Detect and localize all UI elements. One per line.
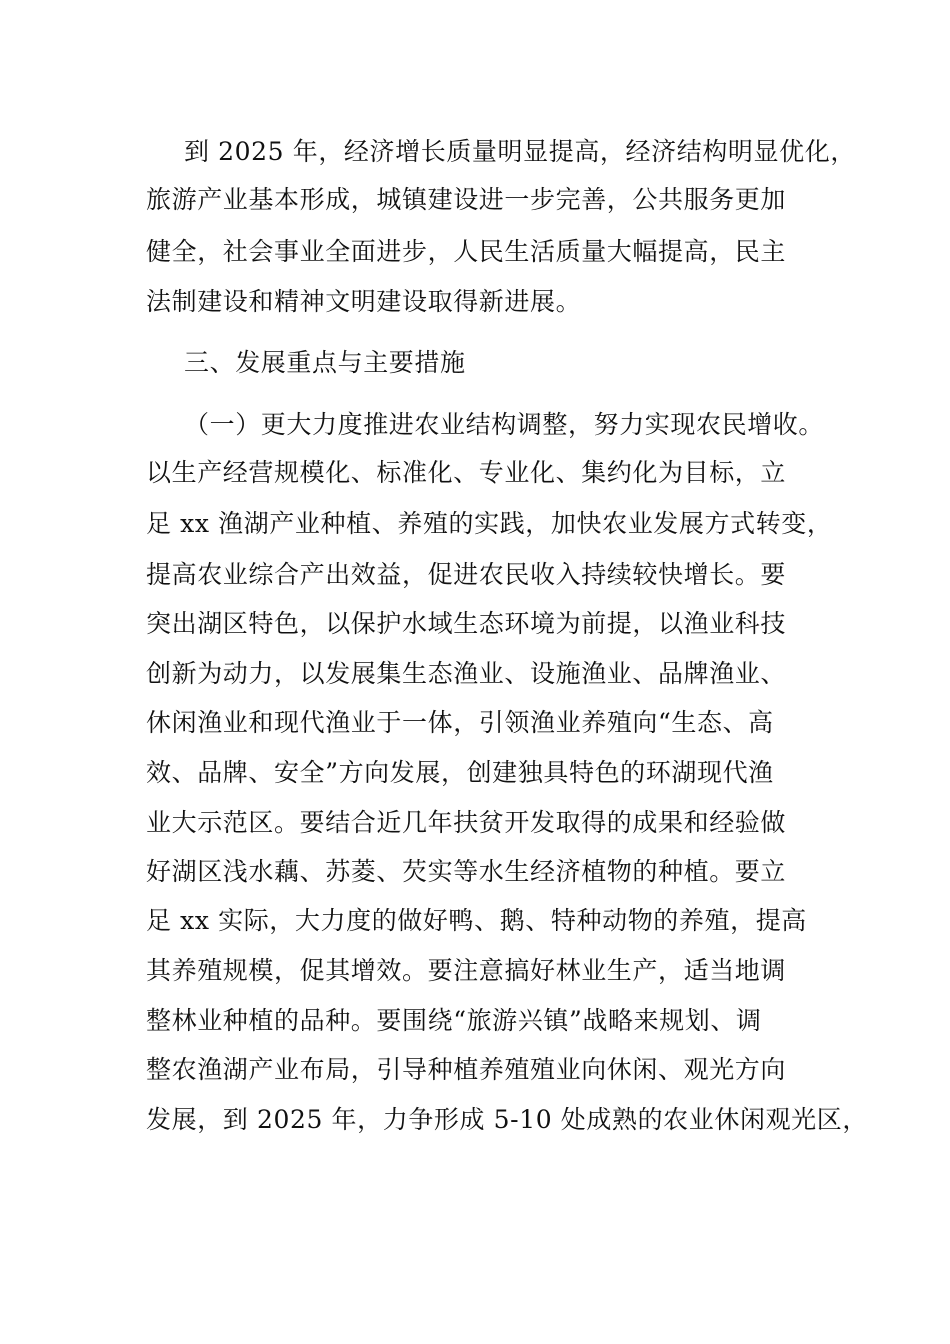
measure-line-13: 整林业种植的品种。要围绕“旅游兴镇”战略来规划、调 — [146, 1006, 762, 1035]
measure-line-7: 休闲渔业和现代渔业于一体，引领渔业养殖向“生态、高 — [146, 708, 774, 737]
paragraph-goal-line-1: 到 2025 年，经济增长质量明显提高，经济结构明显优化， — [184, 137, 856, 166]
measure-line-15: 发展，到 2025 年，力争形成 5-10 处成熟的农业休闲观光区， — [146, 1105, 868, 1134]
measure-line-3: 足 xx 渔湖产业种植、养殖的实践，加快农业发展方式转变， — [146, 509, 833, 538]
section-heading: 三、发展重点与主要措施 — [184, 348, 466, 377]
measure-line-1: （一）更大力度推进农业结构调整，努力实现农民增收。 — [184, 410, 825, 439]
measure-line-9: 业大示范区。要结合近几年扶贫开发取得的成果和经验做 — [146, 808, 787, 837]
measure-line-4: 提高农业综合产出效益，促进农民收入持续较快增长。要 — [146, 560, 787, 589]
paragraph-goal-line-2: 旅游产业基本形成，城镇建设进一步完善，公共服务更加 — [146, 185, 787, 214]
measure-line-5: 突出湖区特色，以保护水域生态环境为前提，以渔业科技 — [146, 609, 787, 638]
measure-line-10: 好湖区浅水藕、苏菱、芡实等水生经济植物的种植。要立 — [146, 857, 787, 886]
paragraph-goal-line-4: 法制建设和精神文明建设取得新进展。 — [146, 287, 582, 316]
measure-line-2: 以生产经营规模化、标准化、专业化、集约化为目标，立 — [146, 458, 787, 487]
paragraph-goal-line-3: 健全，社会事业全面进步，人民生活质量大幅提高，民主 — [146, 237, 787, 266]
measure-line-14: 整农渔湖产业布局，引导种植养殖殖业向休闲、观光方向 — [146, 1055, 787, 1084]
measure-line-6: 创新为动力，以发展集生态渔业、设施渔业、品牌渔业、 — [146, 659, 787, 688]
measure-line-11: 足 xx 实际，大力度的做好鸭、鹅、特种动物的养殖，提高 — [146, 906, 807, 935]
measure-line-8: 效、品牌、安全”方向发展，创建独具特色的环湖现代渔 — [146, 758, 774, 787]
measure-line-12: 其养殖规模，促其增效。要注意搞好林业生产，适当地调 — [146, 956, 787, 985]
